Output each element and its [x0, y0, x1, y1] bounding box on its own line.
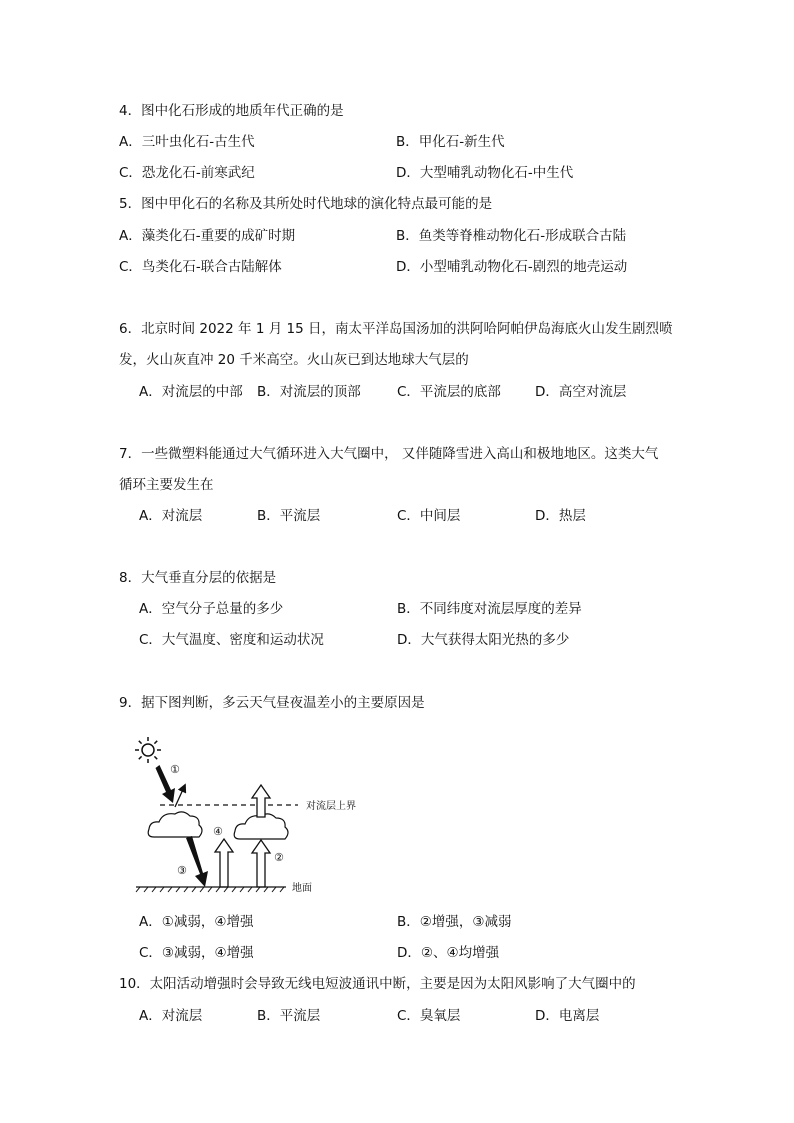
question-10-option-d: D．电离层: [535, 1008, 600, 1024]
question-6-stem-line-2: 发，火山灰直冲 20 千米高空。火山灰已到达地球大气层的: [119, 352, 469, 368]
ground-surface: [136, 887, 286, 892]
question-6-option-a: A．对流层的中部: [139, 384, 243, 400]
question-6-option-b: B．对流层的顶部: [257, 384, 361, 400]
marker-1: ①: [170, 763, 180, 776]
question-9-option-c: C．③减弱，④增强: [139, 945, 254, 961]
question-7-option-d: D．热层: [535, 508, 586, 524]
question-7-option-c: C．中间层: [397, 508, 461, 524]
marker-3: ③: [177, 864, 187, 877]
atmosphere-radiation-diagram: [130, 733, 390, 898]
question-6-option-c: C．平流层的底部: [397, 384, 501, 400]
question-9-option-b: B．②增强，③减弱: [397, 914, 512, 930]
question-5-stem: 5．图中甲化石的名称及其所处时代地球的演化特点最可能的是: [119, 196, 493, 212]
ground-radiation-arrow: [252, 840, 270, 887]
question-5-option-c: C．鸟类化石-联合古陆解体: [119, 259, 282, 275]
cloud-icon: [234, 814, 288, 839]
question-7-option-a: A．对流层: [139, 508, 203, 524]
question-4-option-b: B．甲化石-新生代: [396, 134, 505, 150]
question-8-option-b: B．不同纬度对流层厚度的差异: [397, 601, 582, 617]
question-4-option-d: D．大型哺乳动物化石-中生代: [396, 165, 574, 181]
question-8-option-d: D．大气获得太阳光热的多少: [397, 632, 570, 648]
question-5-option-b: B．鱼类等脊椎动物化石-形成联合古陆: [396, 228, 627, 244]
question-10-stem: 10．太阳活动增强时会导致无线电短波通讯中断，主要是因为太阳风影响了大气圈中的: [119, 976, 636, 992]
question-4-stem: 4．图中化石形成的地质年代正确的是: [119, 103, 344, 119]
question-7-option-b: B．平流层: [257, 508, 321, 524]
marker-2: ②: [274, 851, 284, 864]
question-5-option-a: A．藻类化石-重要的成矿时期: [119, 228, 296, 244]
surface-solar-arrow: [186, 836, 208, 887]
question-10-option-a: A．对流层: [139, 1008, 203, 1024]
question-4-option-a: A．三叶虫化石-古生代: [119, 134, 255, 150]
atmospheric-counter-radiation-arrow: [215, 839, 233, 887]
cloud-icon: [148, 812, 202, 837]
sun-icon: [135, 737, 161, 763]
question-9-option-a: A．①减弱，④增强: [139, 914, 254, 930]
question-5-option-d: D．小型哺乳动物化石-剧烈的地壳运动: [396, 259, 628, 275]
question-8-option-c: C．大气温度、密度和运动状况: [139, 632, 324, 648]
outgoing-radiation-arrow: [252, 785, 270, 817]
question-4-option-c: C．恐龙化石-前寒武纪: [119, 165, 255, 181]
question-10-option-b: B．平流层: [257, 1008, 321, 1024]
question-8-stem: 8．大气垂直分层的依据是: [119, 570, 277, 586]
marker-4: ④: [213, 825, 223, 838]
ground-label: 地面: [292, 883, 312, 894]
question-10-option-c: C．臭氧层: [397, 1008, 461, 1024]
question-7-stem-line-2: 循环主要发生在: [119, 477, 214, 493]
question-9-stem: 9．据下图判断，多云天气昼夜温差小的主要原因是: [119, 695, 425, 711]
question-6-option-d: D．高空对流层: [535, 384, 627, 400]
question-6-stem-line-1: 6．北京时间 2022 年 1 月 15 日，南太平洋岛国汤加的洪阿哈阿帕伊岛海底火山发生剧烈喷: [119, 321, 673, 337]
cloud-reflection-arrow: [175, 785, 185, 807]
question-8-option-a: A．空气分子总量的多少: [139, 601, 284, 617]
question-9-option-d: D．②、④均增强: [397, 945, 500, 961]
tropopause-label: 对流层上界: [306, 801, 356, 812]
question-7-stem-line-1: 7．一些微塑料能通过大气循环进入大气圈中， 又伴随降雪进入高山和极地地区。这类大气: [119, 446, 659, 462]
